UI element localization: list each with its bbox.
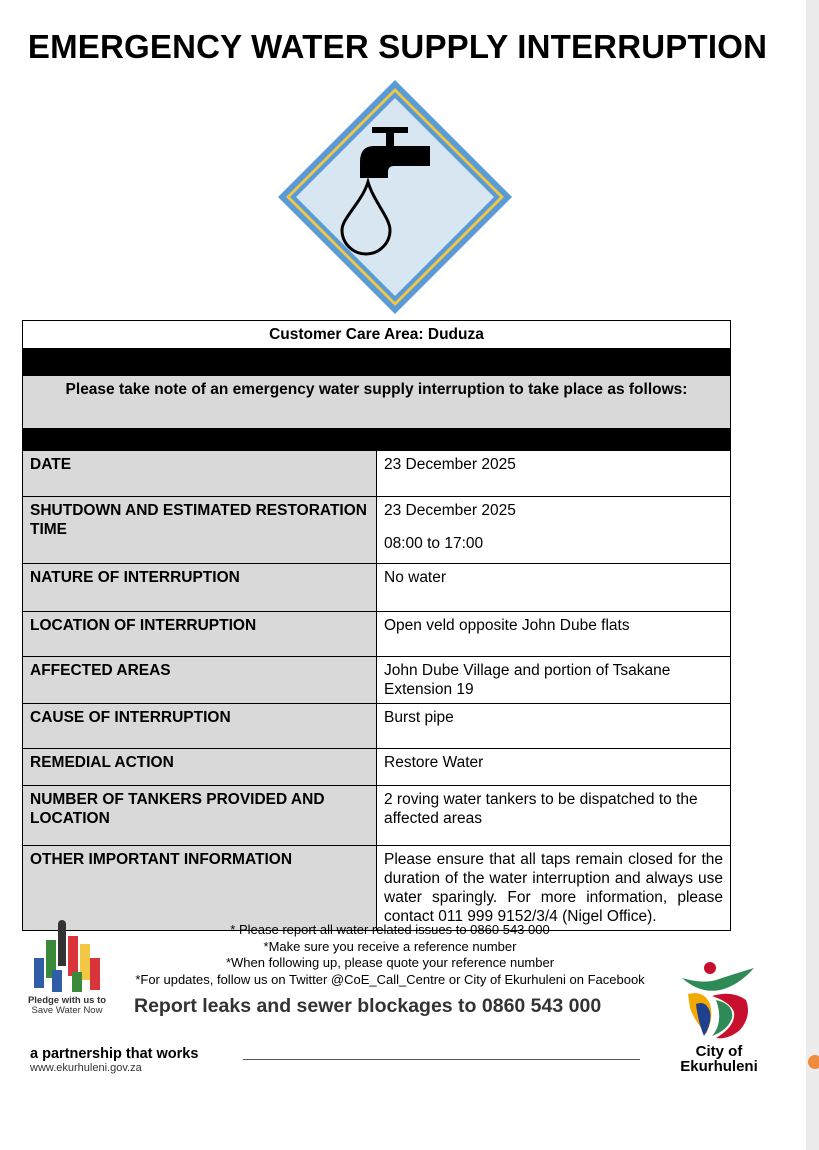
table-row <box>23 704 731 749</box>
row-value-other-info: Please ensure that all taps remain closed for the duration of the water interruption and always use water sparingly. For more information, please contact 011 999 9152/3/4 (Nigel Office). <box>377 846 731 931</box>
shutdown-date: 23 December 2025 <box>384 502 516 519</box>
table-row <box>23 749 731 786</box>
footer-note: *For updates, follow us on Twitter @CoE_Call_Centre or City of Ekurhuleni on Facebook <box>135 971 645 987</box>
row-label-remedial-action: REMEDIAL ACTION <box>23 749 377 786</box>
pledge-line: Pledge with us to <box>27 995 107 1006</box>
black-divider <box>23 429 731 451</box>
row-label-nature: NATURE OF INTERRUPTION <box>23 564 377 612</box>
row-value-location: Open veld opposite John Dube flats <box>377 612 731 657</box>
row-value-date: 23 December 2025 <box>377 451 731 497</box>
city-line: Ekurhuleni <box>680 1058 758 1075</box>
table-row <box>23 657 731 704</box>
customer-care-area: Customer Care Area: Duduza <box>23 321 731 349</box>
footer-note: *When following up, please quote your reference number <box>225 955 555 970</box>
footer-notes <box>110 922 670 988</box>
row-value-affected-areas: John Dube Village and portion of Tsakane Extension 19 <box>377 657 731 704</box>
city-line: City of <box>695 1043 743 1060</box>
website-link[interactable]: www.ekurhuleni.gov.za <box>30 1062 142 1074</box>
table-row <box>23 846 731 931</box>
row-label-affected-areas: AFFECTED AREAS <box>23 657 377 704</box>
page-title: EMERGENCY WATER SUPPLY INTERRUPTION <box>27 28 768 65</box>
footer-rule <box>243 1059 640 1060</box>
partnership-slogan: a partnership that works <box>30 1046 199 1062</box>
city-of-ekurhuleni-logo <box>676 960 760 1042</box>
row-value-remedial-action: Restore Water <box>377 749 731 786</box>
table-row <box>23 497 731 564</box>
notice-text: Please take note of an emergency water supply interruption to take place as follows: <box>23 376 731 429</box>
table-row <box>23 451 731 497</box>
pledge-hands-logo <box>26 918 110 994</box>
black-divider <box>23 349 731 376</box>
scroll-indicator[interactable] <box>808 1055 819 1069</box>
table-row <box>23 786 731 846</box>
interruption-details-table <box>22 320 731 931</box>
page-edge <box>806 0 819 1150</box>
footer-note: * Please report all water related issues to 0860 543 000 <box>230 922 550 937</box>
shutdown-time: 08:00 to 17:00 <box>384 535 484 552</box>
row-value-nature: No water <box>377 564 731 612</box>
row-value-cause: Burst pipe <box>377 704 731 749</box>
row-value-shutdown <box>377 497 731 564</box>
row-label-other-info: OTHER IMPORTANT INFORMATION <box>23 846 377 931</box>
water-tap-hazard-icon <box>276 78 514 316</box>
report-leaks-banner: Report leaks and sewer blockages to 0860 543 000 <box>134 995 602 1017</box>
row-label-date: DATE <box>23 451 377 497</box>
row-label-cause: CAUSE OF INTERRUPTION <box>23 704 377 749</box>
city-name <box>664 1044 774 1074</box>
row-value-tankers: 2 roving water tankers to be dispatched to the affected areas <box>377 786 731 846</box>
table-row <box>23 612 731 657</box>
row-label-location: LOCATION OF INTERRUPTION <box>23 612 377 657</box>
footer-note: *Make sure you receive a reference number <box>263 938 517 954</box>
row-label-tankers: NUMBER OF TANKERS PROVIDED AND LOCATION <box>23 786 377 846</box>
table-row <box>23 564 731 612</box>
pledge-text <box>20 996 114 1016</box>
pledge-line: Save Water Now <box>31 1005 103 1016</box>
row-label-shutdown: SHUTDOWN AND ESTIMATED RESTORATION TIME <box>23 497 377 564</box>
